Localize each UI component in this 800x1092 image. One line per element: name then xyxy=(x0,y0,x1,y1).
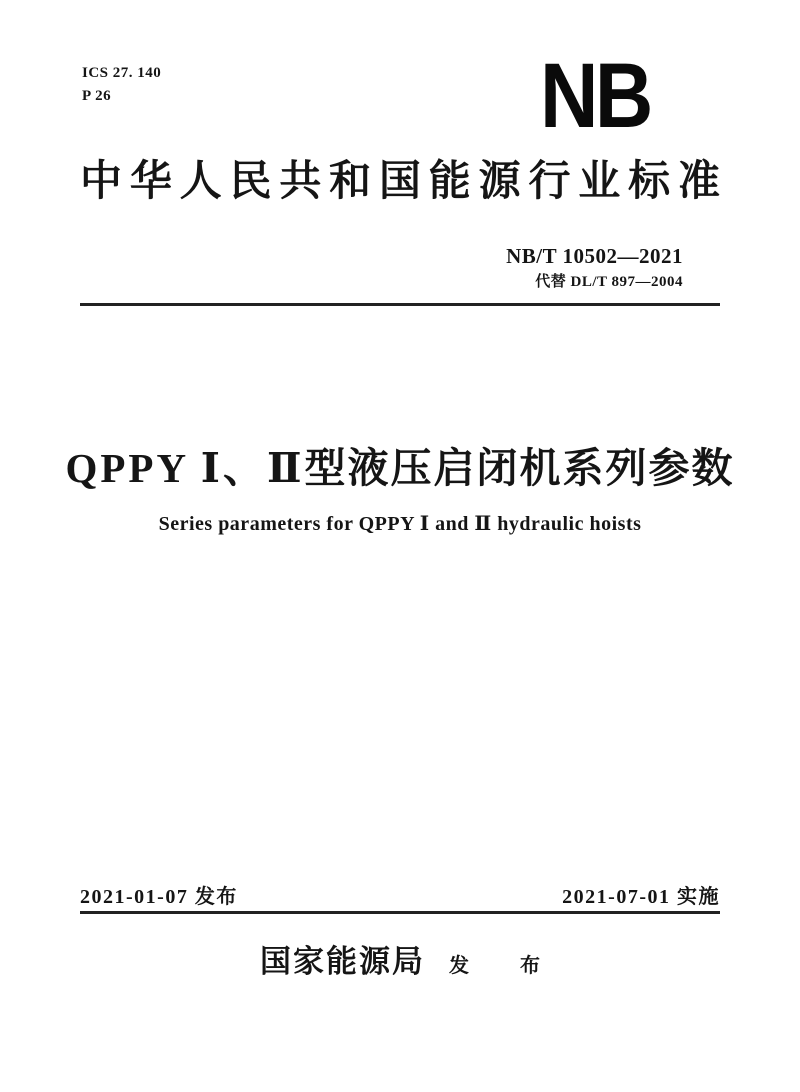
publish-label: 发 布 xyxy=(449,955,563,977)
heading-char: 准 xyxy=(677,159,720,205)
heading-char: 能 xyxy=(428,159,471,205)
standard-heading xyxy=(80,158,720,206)
heading-char: 源 xyxy=(478,159,521,205)
implementation-date xyxy=(562,880,720,909)
divider-bottom xyxy=(80,911,720,914)
implementation-date-value: 2021-07-01 xyxy=(562,886,671,908)
ics-code: ICS 27. 140 xyxy=(82,65,162,81)
document-title xyxy=(0,444,800,493)
heading-char: 业 xyxy=(578,159,621,205)
dates-row xyxy=(80,880,720,909)
heading-char: 人 xyxy=(179,159,222,205)
document-subtitle-en: Series parameters for QPPY Ⅰ and Ⅱ hydraulic hoists xyxy=(158,513,642,535)
publisher-row xyxy=(0,936,800,981)
heading-char: 行 xyxy=(528,159,571,205)
issue-date-value: 2021-01-07 xyxy=(80,886,189,908)
implementation-date-label: 实施 xyxy=(677,886,720,908)
class-code: P 26 xyxy=(82,88,112,104)
issue-date-label: 发布 xyxy=(194,886,238,908)
heading-char: 国 xyxy=(378,159,421,205)
heading-char: 和 xyxy=(329,159,372,205)
standard-number: NB/T 10502—2021 xyxy=(506,244,683,268)
heading-char: 华 xyxy=(129,159,172,205)
replaces-note: 代替 DL/T 897—2004 xyxy=(535,274,683,290)
nb-logo: NB xyxy=(540,45,650,147)
issue-date xyxy=(80,880,238,909)
publisher-name: 国家能源局 xyxy=(260,944,425,979)
standard-number-block xyxy=(506,244,683,291)
classification-codes xyxy=(82,62,161,108)
document-title-cjk: 型液压启闭机系列参数 xyxy=(304,445,735,491)
divider-top xyxy=(80,303,720,306)
heading-char: 共 xyxy=(279,159,322,205)
heading-char: 标 xyxy=(628,159,671,205)
heading-char: 民 xyxy=(229,159,272,205)
document-title-latin: QPPY Ⅰ、Ⅱ xyxy=(65,445,305,491)
heading-char: 中 xyxy=(80,159,123,205)
